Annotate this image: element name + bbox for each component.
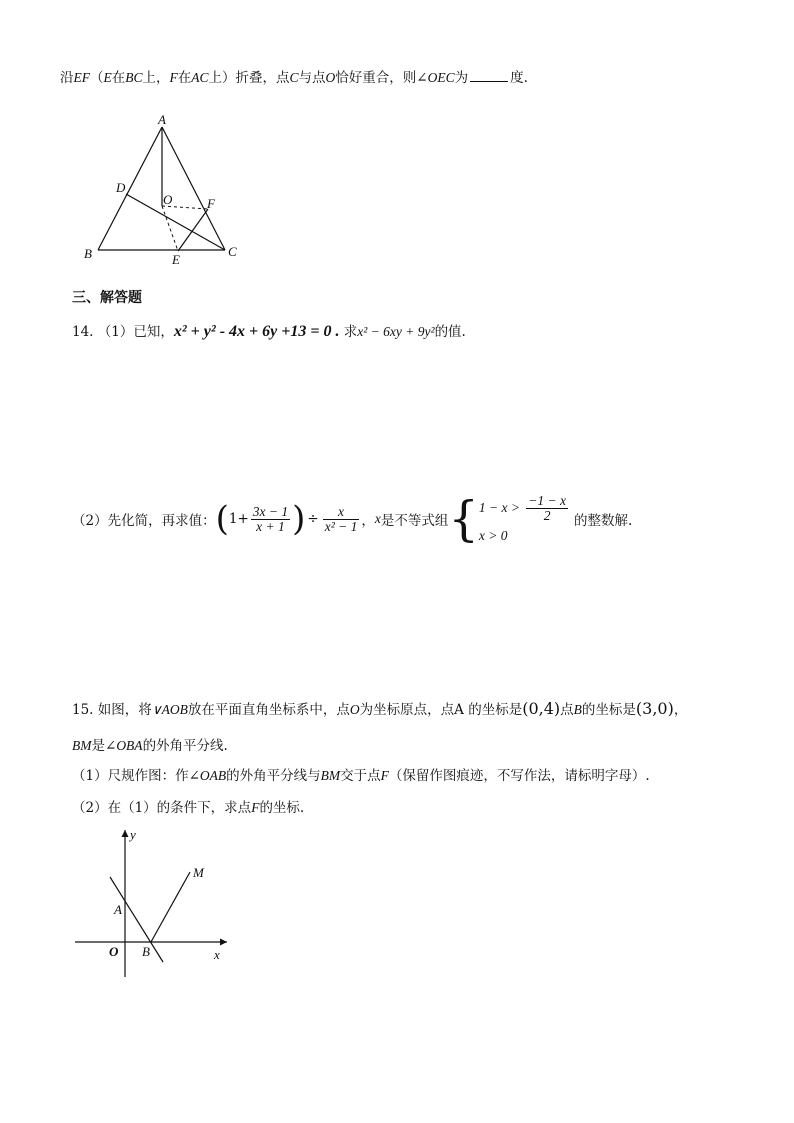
q13-bc: BC [125,70,143,85]
inequality-1-numerator: −1 − x [528,492,567,508]
label-e: E [172,252,180,267]
q15-line1-e: 的坐标是 [581,702,636,718]
label-f: F [207,196,215,211]
one-plus: 1+ [228,511,249,527]
q14-number: 14. [72,324,94,340]
fraction-1-numerator: 3x − 1 [252,503,289,519]
q13-in: 在 [111,70,126,86]
label-o: O [109,944,119,959]
q13-on2: 上）折叠，点 [208,70,290,86]
q15-line1 [72,698,687,718]
inequality-1-denominator: 2 [543,507,551,523]
q15-p2: （2）在（1）的条件下，求点 [72,800,252,816]
q13-ac: AC [191,70,209,85]
q13-on1: 上， [142,70,170,86]
coord-b: (3,0) [635,699,674,718]
q13-text [60,66,528,86]
q14-ask: 求 [343,324,358,340]
label-c: C [228,244,237,259]
q15-p2-f: F [251,800,260,815]
label-m: M [193,865,204,880]
q15-p1: （1）尺规作图：作∠ [72,768,200,784]
label-d: D [116,180,126,195]
fraction-2 [323,505,360,534]
label-b: B [142,944,150,959]
comma: ， [361,513,375,529]
label-o: O [163,192,173,207]
section-title: 三、解答题 [72,290,142,306]
q13-degree: 度. [510,70,528,86]
q15-oba: OBA [116,738,143,753]
label-b: B [84,246,92,261]
divide-sign: ÷ [307,511,319,527]
q15-line1-b: 放在平面直角坐标系中，点 [187,702,350,718]
q13-with: 与点 [298,70,326,86]
q15-p1-f: F [380,768,389,783]
q15-o: O [349,702,360,717]
q15-number: 15. [72,702,94,718]
q15-triangle: ∨AOB [151,702,188,717]
q15-part2 [72,796,304,816]
q15-p1-b: 的外角平分线与 [226,768,321,784]
q13-oec: OEC [427,70,455,85]
triangle-figure [80,110,250,270]
label-a: A [114,902,122,917]
left-brace: { [448,491,479,547]
is-solution-of: 是不等式组 [380,513,449,529]
label-y: y [130,827,136,842]
q15-p1-c: 交于点 [340,768,381,784]
q14-part2 [72,484,632,554]
q15-line1-c: 为坐标原点，点A 的坐标是 [359,702,523,718]
q13-c: C [289,70,299,85]
q15-part1 [72,764,650,784]
fraction-2-denominator: x² − 1 [324,518,358,534]
inequality-1-left: 1 − x > [478,499,520,515]
q13-f: F [169,70,178,85]
inequality-2: x > 0 [478,527,508,543]
q15-line1-a: 如图，将 [97,702,152,718]
q13-pre: 沿 [60,70,74,86]
label-a: A [158,112,166,127]
inequality-system [479,494,570,545]
q13-e: E [103,70,112,85]
var-x: x [374,511,381,526]
q13-coincide: 恰好重合，则∠ [335,70,428,86]
q15-p1-d: （保留作图痕迹，不写作法，请标明字母）. [388,768,650,784]
q15-line1-d: 点 [560,702,574,718]
q15-bm: BM [72,738,92,753]
coordinate-figure [70,822,240,982]
label-x: x [214,947,220,962]
right-paren: ) [292,499,306,539]
q15-line2-b: 的外角平分线. [142,738,228,754]
q14-expression: x² − 6xy + 9y² [357,324,435,339]
q15-p2-b: 的坐标. [259,800,305,816]
q14-part2-pre: （2）先化简，再求值： [72,513,216,529]
q13-paren: （ [90,70,104,86]
fold-line-ef [178,209,208,251]
side-ab [98,127,162,250]
dashed-oe [162,206,178,251]
q13-o: O [325,70,336,85]
q13-ef: EF [73,70,90,85]
left-paren: ( [215,499,229,539]
fraction-2-numerator: x [323,505,360,520]
q13-is: 为 [454,70,469,86]
fraction-1-denominator: x + 1 [256,518,285,534]
q15-line2-a: 是∠ [91,738,117,754]
q13-in2: 在 [177,70,192,86]
ray-bm [151,872,190,942]
coord-a: (0,4) [522,699,561,718]
q14-part1-pre: （1）已知， [97,324,174,340]
inequality-1-fraction [526,494,568,523]
fraction-1 [251,505,290,534]
inequality-1 [479,494,570,523]
q15-b: B [573,702,582,717]
q14-part1 [72,320,466,341]
q14-part1-post: 的值. [434,324,466,340]
answer-blank[interactable] [470,70,508,82]
q15-line1-f: ， [673,702,688,718]
q14-equation: x² + y² - 4x + 6y +13 = 0 . [173,323,340,340]
q15-p1-bm: BM [320,768,341,783]
q15-oab: OAB [199,768,227,783]
q14-part2-post: 的整数解. [574,513,633,529]
q15-line2 [72,734,228,754]
